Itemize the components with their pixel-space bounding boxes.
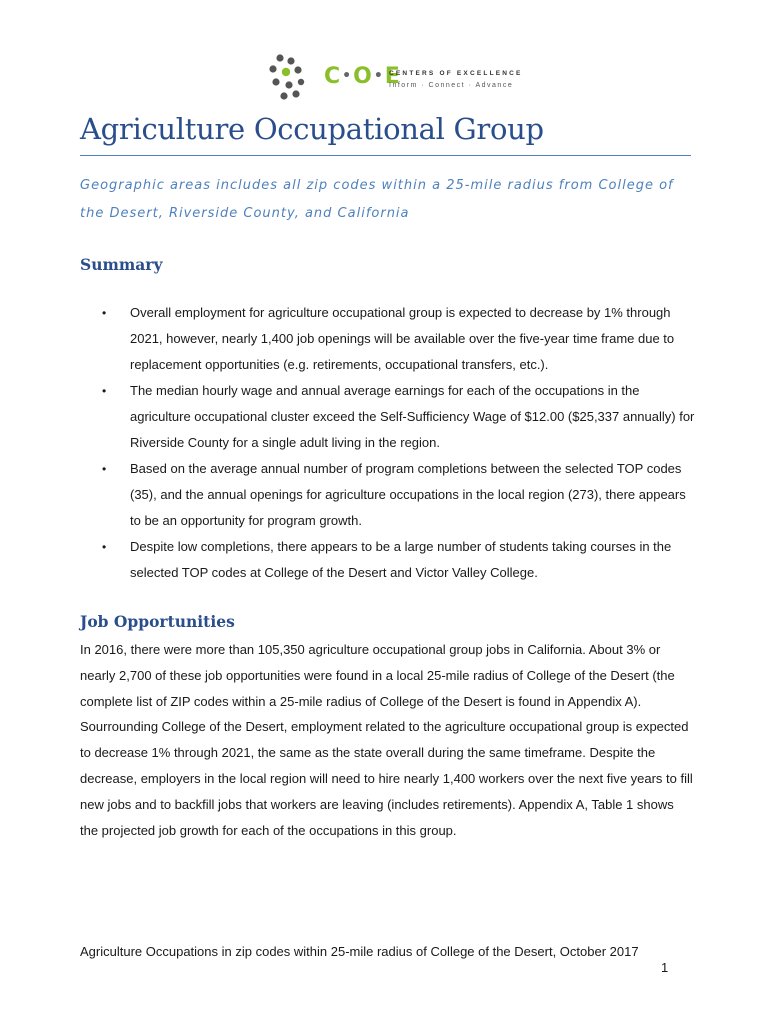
summary-bullet [80,378,700,456]
logo-name: CENTERS OF EXCELLENCE [389,70,523,77]
summary-heading: Summary [80,255,163,274]
bullet-icon: • [102,306,107,320]
logo-dot: • [373,68,384,84]
job-opportunities-paragraph: In 2016, there were more than 105,350 agriculture occupational group jobs in California. About 3% or nearly 2,700 of these job opportunities were found in a local 25-mile radius of College of the Desert (the complete list of ZIP codes within a 25-mile radius of College of the Desert is found in Appendix A). Sourrounding College of the Desert, employment related to the agriculture occupational group is expected to decrease 1% through 2021, the same as the state overall during the same timeframe. Despite the decrease, employers in the local region will need to hire nearly 1,400 workers over the next five years to fill new jobs and to backfill jobs that workers are leaving (includes retirements). Appendix A, Table 1 shows the projected job growth for each of the occupations in this group. [80,642,693,838]
logo-letter-e: E [384,64,401,89]
summary-bullet-text: The median hourly wage and annual average earnings for each of the occupations in the agriculture occupational cluster exceed the Self-Sufficiency Wage of $12.00 ($25,337 annually) for Riverside County for a single adult living in the region. [130,383,695,450]
logo-letter-c: C [324,64,342,89]
coe-dots-icon [266,52,326,104]
summary-bullet [80,534,700,586]
summary-bullet [80,456,700,534]
logo-dot: • [342,68,353,84]
page-footer: Agriculture Occupations in zip codes within 25-mile radius of College of the Desert, October 2017 [80,944,639,959]
summary-bullet-text: Despite low completions, there appears to be a large number of students taking courses in the selected TOP codes at College of the Desert and Victor Valley College. [130,539,672,580]
page-number: 1 [661,960,669,975]
summary-bullet-text: Overall employment for agriculture occupational group is expected to decrease by 1% through 2021, however, nearly 1,400 job openings will be available over the five-year time frame due to replacement opportunities (e.g. retirements, occupational transfers, etc.). [130,305,675,372]
logo-letter-o: O [353,64,373,89]
coe-logo [266,52,523,104]
bullet-icon: • [102,462,107,476]
summary-bullet [80,300,700,378]
job-opportunities-heading: Job Opportunities [80,612,235,631]
summary-list [80,300,700,586]
title-divider [80,155,691,156]
bullet-icon: • [102,540,107,554]
page-subtitle: Geographic areas includes all zip codes within a 25-mile radius from College of the Desert, Riverside County, and California [80,178,674,221]
bullet-icon: • [102,384,107,398]
summary-bullet-text: Based on the average annual number of program completions between the selected TOP codes (35), and the annual openings for agriculture occupations in the local region (273), there appears to be an opportunity for program growth. [130,461,686,528]
page-title: Agriculture Occupational Group [80,112,544,146]
logo-tagline: Inform · Connect · Advance [389,82,514,89]
